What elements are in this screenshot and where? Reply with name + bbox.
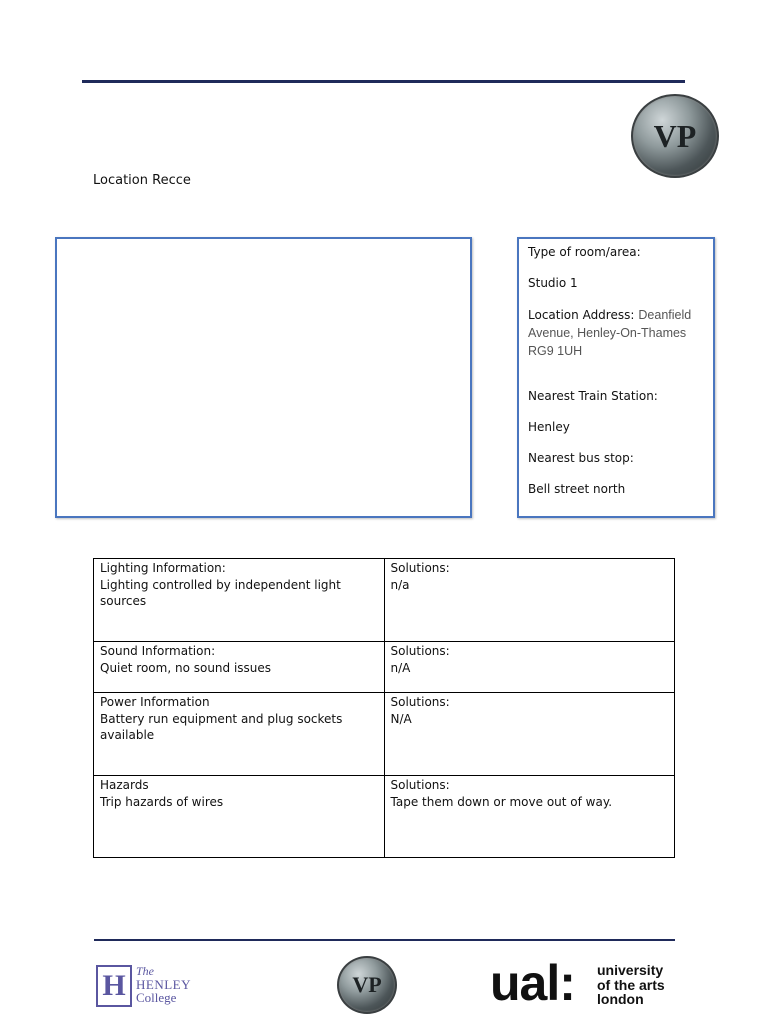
table-cell	[94, 776, 385, 858]
train-station-label: Nearest Train Station:	[528, 389, 658, 403]
cell-title: Hazards	[100, 778, 149, 792]
ual-line-2: of the arts	[597, 976, 665, 993]
ual-line-3: london	[597, 991, 644, 1007]
vp-logo: VP	[631, 94, 719, 178]
ual-wordmark	[597, 963, 665, 1007]
ual-logo	[490, 955, 680, 1011]
recce-table	[93, 558, 675, 858]
table-cell	[94, 559, 385, 642]
header-rule	[82, 80, 685, 83]
cell-text: Tape them down or move out of way.	[390, 794, 613, 809]
cell-title: Solutions:	[390, 695, 450, 709]
table-cell	[94, 642, 385, 693]
cell-title: Solutions:	[390, 644, 450, 658]
table-row	[94, 559, 675, 642]
henley-line-3: College	[136, 990, 177, 1005]
vp-logo-footer: VP	[337, 956, 397, 1014]
table-cell	[384, 559, 675, 642]
cell-text: n/a	[390, 577, 410, 592]
address-value: Deanfield Avenue, Henley-On-Thames RG9 1UH	[528, 308, 692, 358]
cell-title: Sound Information:	[100, 644, 216, 658]
location-address	[528, 306, 708, 360]
cell-text: n/A	[390, 660, 411, 675]
bus-stop-value: Bell street north	[528, 482, 626, 496]
address-label: Location Address:	[528, 308, 635, 322]
table-cell	[384, 693, 675, 776]
henley-monogram: H	[96, 965, 132, 1007]
cell-title: Solutions:	[390, 561, 450, 575]
ual-mark: ual:	[490, 955, 575, 1011]
henley-wordmark	[136, 965, 191, 1004]
cell-title: Lighting Information:	[100, 561, 226, 575]
train-station-value: Henley	[528, 420, 570, 434]
room-type-value: Studio 1	[528, 276, 578, 290]
table-cell	[384, 642, 675, 693]
table-row	[94, 693, 675, 776]
bus-stop-label: Nearest bus stop:	[528, 451, 634, 465]
footer-rule	[94, 939, 675, 941]
table-row	[94, 642, 675, 693]
table-cell	[384, 776, 675, 858]
henley-line-1: The	[136, 964, 154, 978]
room-type-label: Type of room/area:	[528, 245, 641, 259]
table-row	[94, 776, 675, 858]
cell-title: Power Information	[100, 695, 210, 709]
page-title: Location Recce	[93, 173, 191, 188]
location-photo-placeholder	[55, 237, 472, 518]
cell-title: Solutions:	[390, 778, 450, 792]
location-info-box	[517, 237, 715, 518]
henley-college-logo	[96, 965, 206, 1009]
table-cell	[94, 693, 385, 776]
cell-text: Trip hazards of wires	[100, 794, 224, 809]
cell-text: Quiet room, no sound issues	[100, 660, 272, 675]
henley-line-2: HENLEY	[136, 977, 191, 992]
cell-text: Lighting controlled by independent light sources	[100, 577, 341, 608]
cell-text: Battery run equipment and plug sockets available	[100, 711, 343, 742]
ual-line-1: university	[597, 962, 664, 978]
cell-text: N/A	[390, 711, 412, 726]
